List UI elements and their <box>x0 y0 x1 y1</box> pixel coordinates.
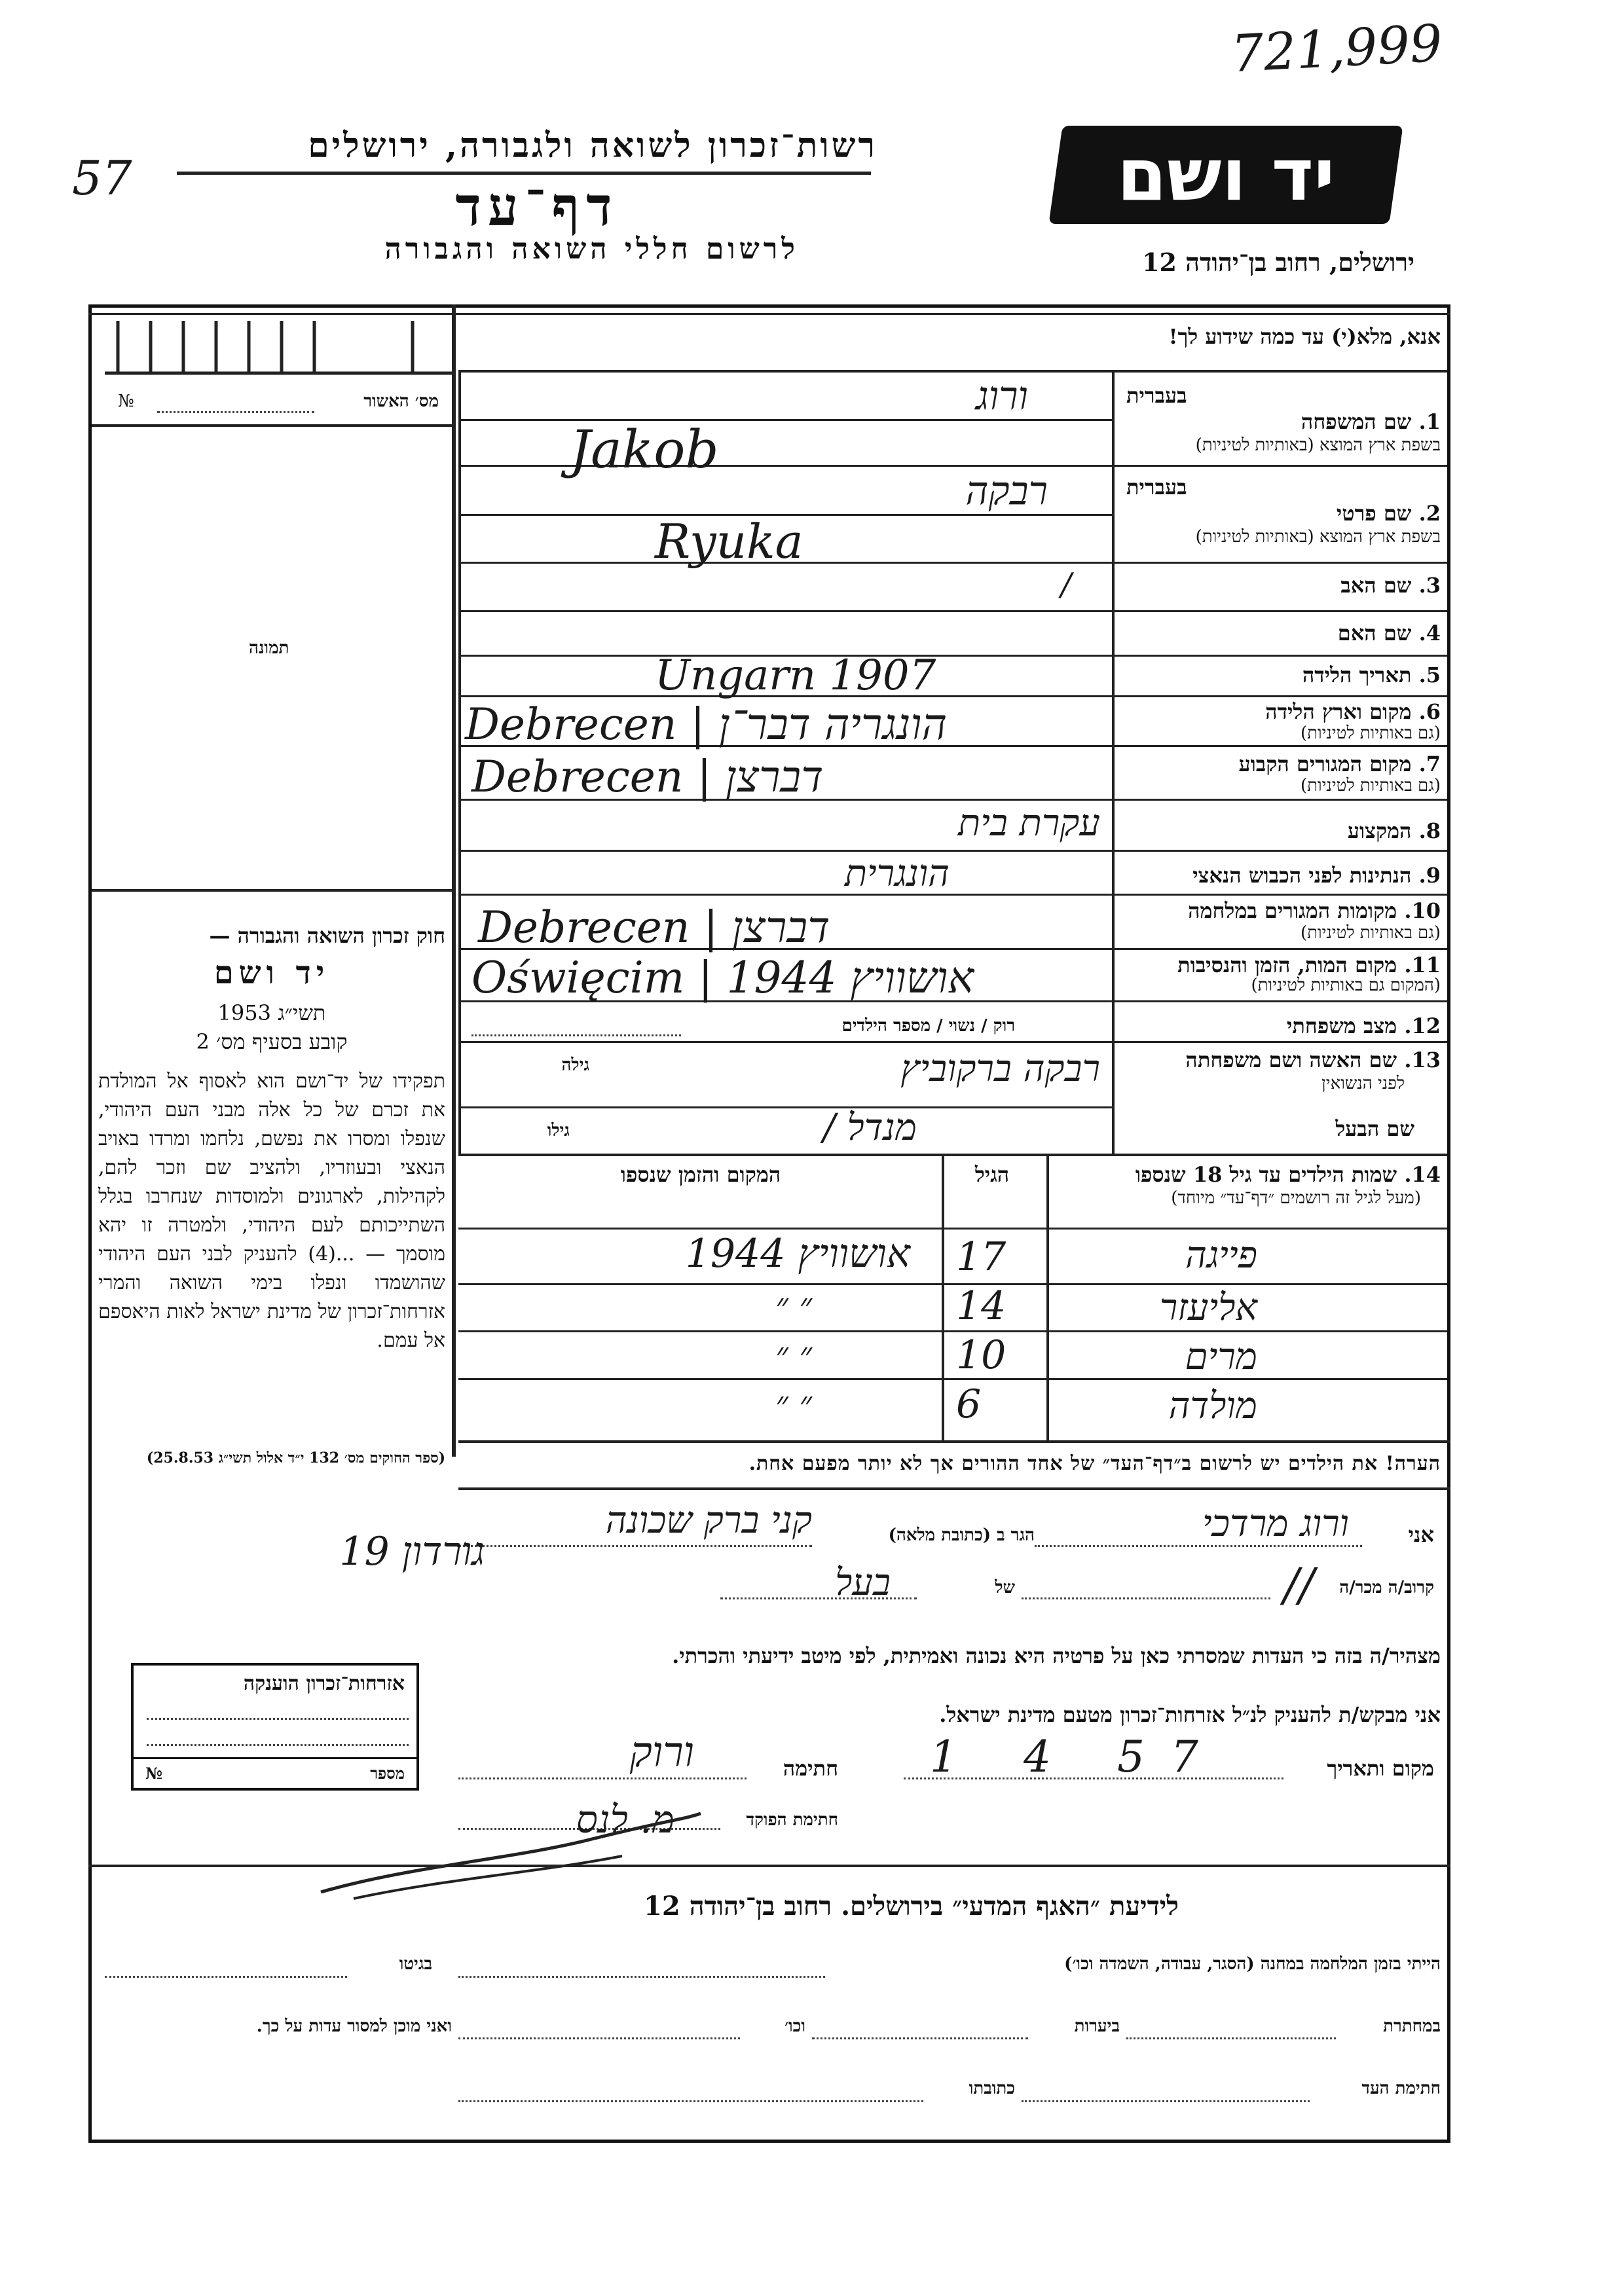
row-rule <box>458 1154 1447 1156</box>
decl-relative-line <box>720 1597 917 1599</box>
field-4-label <box>1126 621 1441 646</box>
award-dotline <box>147 1718 409 1720</box>
bottom-line1-dots <box>458 1976 825 1978</box>
signature-flourish <box>314 1800 707 1905</box>
field-12-number: 12. <box>1404 1013 1441 1038</box>
decl-address-extra[interactable]: גורדון 19 <box>339 1529 485 1575</box>
row-rule <box>458 695 1447 697</box>
col-age-header: הגיל <box>974 1162 1010 1187</box>
child-place[interactable]: ״ ״ <box>775 1336 812 1375</box>
decl-ani-line <box>1035 1545 1362 1547</box>
decl-statement: מצהיר/ה בזה כי העדות שמסרתי כאן על פרטיה היא נכונה ואמיתית, לפי מיטב ידיעתי והכרתי. <box>672 1643 1441 1668</box>
field-9-name: הנתינות לפני הכבוש הנאצי <box>1192 863 1412 888</box>
child-place[interactable]: ״ ״ <box>775 1385 812 1424</box>
field-13-value[interactable]: רבקה ברקוביץ <box>900 1048 1100 1090</box>
cert-tick-marks <box>105 321 452 380</box>
official-signature: מ. לנס <box>576 1797 674 1842</box>
field-5-number: 5. <box>1418 663 1441 687</box>
decl-signature-line <box>458 1777 747 1779</box>
subtitle: לרשום חללי השואה והגבורה <box>384 232 799 266</box>
frame-inner-top <box>88 313 1450 315</box>
field-3-number: 3. <box>1418 573 1441 598</box>
decl-place-date: מקום ותאריך <box>1327 1756 1434 1781</box>
left-divider-2 <box>92 889 453 892</box>
decl-relative-value[interactable]: בעל <box>835 1561 891 1604</box>
children-rule <box>458 1378 1447 1380</box>
col-place-header: המקום והזמן שנספו <box>620 1162 781 1187</box>
bottom-line2-dots-3 <box>458 2037 740 2039</box>
field-label-divider <box>1112 370 1115 1156</box>
decl-of: של <box>995 1578 1015 1597</box>
field-top-rule <box>458 370 1447 373</box>
bottom-line2-a: במחתרת <box>1383 2016 1441 2036</box>
row-rule <box>458 419 1113 421</box>
decl-resident: הגר ב (כתובת מלאה) <box>888 1525 1035 1545</box>
children-rule <box>458 1330 1447 1332</box>
law-year: תשי״ג 1953 <box>217 1000 326 1025</box>
children-note-warning: הערה! את הילדים יש לרשום ב״דף־העד״ של אחד ההורים אך לא יותר מפעם אחת. <box>748 1452 1441 1475</box>
bottom-line2-dots <box>1126 2037 1336 2039</box>
child-name[interactable]: מרים <box>1185 1336 1257 1378</box>
bottom-line1-dots-2 <box>105 1976 347 1978</box>
field-11-label <box>1126 953 1441 977</box>
field-4-name: שם האם <box>1337 621 1412 646</box>
field-6-label <box>1126 699 1441 724</box>
award-box <box>131 1663 419 1791</box>
field-7-number: 7. <box>1418 752 1441 776</box>
field-12-dotline <box>471 1034 681 1036</box>
bottom-line1-b: בגיטו <box>399 1954 432 1974</box>
decl-resident-line <box>458 1545 812 1547</box>
children-rule <box>458 1228 1447 1230</box>
left-column-divider <box>452 304 456 1457</box>
field-13-age-label: גילה <box>561 1055 589 1075</box>
decl-relative-strike: // <box>1283 1558 1315 1612</box>
field-2-number: 2. <box>1418 501 1441 526</box>
field-13-number: 13. <box>1404 1048 1441 1072</box>
children-note: (מעל לגיל זה רושמים ״דף־עד״ מיוחד) <box>1171 1188 1421 1208</box>
husband-age-label: גילו <box>547 1121 570 1140</box>
children-col-2 <box>1046 1154 1049 1442</box>
field-5-label <box>1126 663 1441 687</box>
field-11-name: מקום המות, הזמן והנסיבות <box>1177 953 1397 977</box>
child-name[interactable]: פייגה <box>1185 1234 1257 1277</box>
field-1-note: בשפת ארץ המוצא (באותיות לטיניות) <box>1195 435 1441 455</box>
child-place[interactable]: אושוויץ 1944 <box>685 1231 910 1277</box>
field-8-value[interactable]: עקרת בית <box>958 802 1100 845</box>
children-title: שמות הילדים עד גיל 18 שנספו <box>1135 1162 1397 1187</box>
left-divider-1 <box>92 424 453 427</box>
field-6-number: 6. <box>1418 699 1441 724</box>
child-name[interactable]: מולדה <box>1168 1385 1257 1427</box>
award-box-title: אזרחות־זכרון הוענקה <box>243 1672 405 1695</box>
children-rule <box>458 1440 1450 1443</box>
field-11-number: 11. <box>1404 953 1441 977</box>
field-1-label <box>1153 409 1441 434</box>
bottom-line2-b: ביערות <box>1074 2016 1120 2036</box>
bottom-line3-a: חתימת העד <box>1361 2079 1441 2098</box>
award-dotline <box>147 1744 409 1746</box>
row-rule <box>458 850 1447 852</box>
row-rule <box>458 1041 1447 1043</box>
field-1-number: 1. <box>1418 409 1441 434</box>
child-age[interactable]: 10 <box>956 1332 1006 1378</box>
children-col-1 <box>942 1154 944 1442</box>
field-10-number: 10. <box>1404 898 1441 923</box>
law-clause: קובע בסעיף מס׳ 2 <box>196 1029 348 1054</box>
child-name[interactable]: אליעזר <box>1159 1286 1257 1329</box>
cert-label: מס׳ האשור <box>363 392 439 411</box>
row-rule <box>458 894 1447 896</box>
bottom-line3-b: כתובתו <box>969 2079 1015 2098</box>
note-rule <box>458 1487 1450 1490</box>
field-7-note: (גם באותיות לטיניות) <box>1300 776 1441 795</box>
field-5-value[interactable]: Ungarn 1907 <box>655 651 936 700</box>
intro-text: אנא, מלא(י) עד כמה שידוע לך! <box>1168 324 1441 349</box>
law-name: יד ושם <box>213 955 330 991</box>
award-divider <box>134 1757 416 1759</box>
header-rule <box>177 172 871 175</box>
field-10-note: (גם באותיות לטיניות) <box>1300 923 1441 943</box>
field-outer-line <box>458 370 461 1156</box>
award-no: № <box>145 1764 163 1783</box>
field-6-name: מקום וארץ הלידה <box>1265 699 1412 724</box>
field-10-label <box>1126 898 1441 923</box>
field-13-note: לפני הנשואין <box>1321 1074 1405 1093</box>
decl-request: אני מבקש/ת להעניק לנ״ל אזרחות־זכרון מטעם מדינת ישראל. <box>939 1702 1441 1727</box>
child-age[interactable]: 6 <box>956 1381 982 1427</box>
decl-ani-value[interactable]: ורוג מרדכי <box>1202 1503 1349 1545</box>
field-2-heb-label: בעברית <box>1126 475 1187 500</box>
bottom-line3-dots <box>1022 2100 1310 2102</box>
field-6-value[interactable]: Debrecen | הונגריה דבר־ן <box>465 699 948 750</box>
field-2-heb-value[interactable]: רבקה <box>965 468 1048 514</box>
field-12-label <box>1126 1013 1441 1038</box>
decl-resident-value[interactable]: קני ברק שכונה <box>605 1499 812 1542</box>
field-7-name: מקום המגורים הקבוע <box>1238 752 1412 776</box>
field-8-label <box>1126 818 1441 843</box>
law-title: חוק זכרון השואה והגבורה — <box>209 923 445 948</box>
field-3-value[interactable]: / <box>1061 566 1072 603</box>
field-10-value[interactable]: Debrecen | דברצן <box>478 902 830 953</box>
field-12-options[interactable]: רוק / נשוי / מספר הילדים <box>841 1016 1015 1036</box>
award-number-label: מספר <box>370 1764 405 1783</box>
husband-label: שם הבעל <box>1335 1116 1414 1141</box>
decl-of-line <box>1022 1597 1270 1599</box>
husband-value[interactable]: מנדל / <box>822 1106 917 1149</box>
field-8-name: המקצוע <box>1347 818 1412 843</box>
yad-vashem-logo <box>1048 126 1403 224</box>
field-10-name: מקומות המגורים במלחמה <box>1188 898 1397 923</box>
children-number: 14. <box>1404 1162 1441 1187</box>
decl-date-value[interactable]: 1 4 57 <box>930 1732 1225 1782</box>
field-7-value[interactable]: Debrecen | דברצן <box>471 752 824 802</box>
field-2-name: שם פרטי <box>1336 501 1412 526</box>
field-13-label <box>1126 1048 1441 1072</box>
bottom-title: לידיעת ״האגף המדעי״ בירושלים. רחוב בן־יהודה 12 <box>644 1891 1179 1922</box>
bottom-divider <box>88 1865 1450 1867</box>
bottom-line2-c: וכו׳ <box>784 2016 805 2036</box>
field-13-name: שם האשה ושם משפחתה <box>1185 1048 1397 1072</box>
child-place[interactable]: ״ ״ <box>775 1286 812 1326</box>
field-3-label <box>1126 573 1441 598</box>
cert-no: № <box>118 392 134 411</box>
child-age[interactable]: 17 <box>956 1234 1006 1280</box>
decl-official-label: חתימת הפוקד <box>746 1810 838 1830</box>
row-rule <box>458 655 1447 657</box>
field-9-value[interactable]: הונגרית <box>844 852 950 895</box>
logo-text: יד ושם <box>1116 133 1335 217</box>
bottom-line1-a: הייתי בזמן המלחמה במחנה (הסגר, עבודה, השמדה וכו׳) <box>1064 1954 1441 1974</box>
field-4-number: 4. <box>1418 621 1441 646</box>
cert-dotline <box>157 411 314 413</box>
decl-ani: אני <box>1408 1522 1434 1547</box>
field-3-name: שם האב <box>1340 573 1412 598</box>
address: ירושלים, רחוב בן־יהודה 12 <box>1142 247 1414 277</box>
field-2-latin-value[interactable]: Ryuka <box>655 514 803 569</box>
field-1-name: שם המשפחה <box>1301 409 1412 434</box>
bottom-line2-dots-2 <box>812 2037 1028 2039</box>
law-reference: (ספר החוקים מס׳ 132 י״ד אלול תשי״ג 25.8.53) <box>146 1449 445 1467</box>
children-rule <box>458 1283 1447 1285</box>
field-5-name: תאריך הלידה <box>1302 663 1412 687</box>
field-9-number: 9. <box>1418 863 1441 888</box>
witness-signature: ורוק <box>629 1728 694 1777</box>
children-label <box>1054 1162 1441 1187</box>
law-text: תפקידו של יד־ושם הוא לאסוף אל המולדת את זכרם של כל אלה מבני העם היהודי, שנפלו ומסרו את נפשם, נלחמו ומרדו באויב הנאצי ובעוזריו, ולהציב שם וזכר להם, לקהילות, לארגונים ולמוסדות שנחרבו בגלל השתייכותם לעם היהודי, ולמטרה זו יהא מוסמך — ...(4) להעניק לבני העם היהודי שהושמדו ונפלו בימי השואה והמרי אזרחות־זכרון של מדינת ישראל לאות היאספם אל עמם. <box>98 1070 445 1352</box>
field-6-note: (גם באותיות לטיניות) <box>1300 723 1441 743</box>
document-title: דף־עד <box>455 175 619 238</box>
field-11-note: (המקום גם באותיות לטיניות) <box>1251 975 1441 995</box>
field-7-label <box>1126 752 1441 776</box>
child-age[interactable]: 14 <box>956 1283 1006 1329</box>
bottom-line3-dots-2 <box>458 2100 923 2102</box>
archive-number: 721,999 <box>1229 14 1444 84</box>
authority-title: רשות־זכרון לשואה ולגבורה, ירושלים <box>308 126 877 166</box>
field-2-note: בשפת ארץ המוצא (באותיות לטיניות) <box>1195 527 1441 547</box>
field-11-value[interactable]: Oświęcim | אושוויץ 1944 <box>471 953 974 1003</box>
field-2-label <box>1153 501 1441 526</box>
decl-relative: קרוב/ה מכר/ה <box>1339 1578 1434 1597</box>
bottom-line2-d: ואני מוכן למסור עדות על כך. <box>256 2016 452 2036</box>
field-12-name: מצב משפחתי <box>1287 1013 1397 1038</box>
field-8-number: 8. <box>1418 818 1441 843</box>
page-number: 57 <box>72 151 132 206</box>
row-rule <box>458 610 1447 612</box>
row-rule <box>458 562 1447 564</box>
field-1-latin-value[interactable]: Jakob <box>570 419 719 480</box>
decl-signature-label: חתימה <box>783 1756 838 1781</box>
field-1-heb-value[interactable]: ורוג <box>976 373 1028 419</box>
field-1-heb-label: בעברית <box>1126 383 1187 408</box>
field-9-label <box>1126 863 1441 888</box>
photo-label: תמונה <box>249 638 289 658</box>
